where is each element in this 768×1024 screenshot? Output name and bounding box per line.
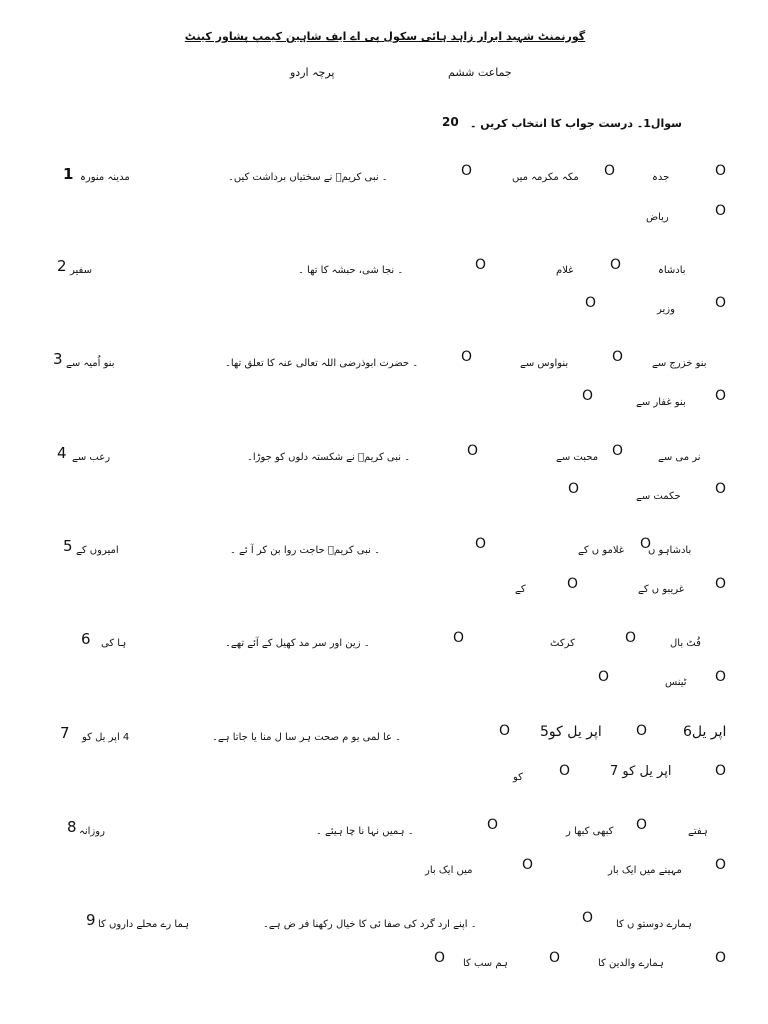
question-statement: ۔ زین اور سر مد کھیل کے آئے تھے۔	[225, 638, 370, 649]
option-text: کرکٹ	[550, 638, 575, 649]
question-statement: ۔ نجا شی، حبشہ کا تھا ۔	[298, 265, 404, 276]
option-text: ہا کی	[101, 638, 127, 649]
option-text: اپر یل6	[683, 724, 727, 740]
option-text: حکمت سے	[636, 491, 681, 502]
question-number: 6	[81, 630, 91, 648]
option-circle[interactable]: O	[715, 163, 727, 179]
question-marks: 20	[442, 115, 459, 129]
question-number: 2	[57, 257, 67, 275]
option-text: بادشاہ	[658, 265, 686, 276]
option-text: بنواوس سے	[520, 358, 569, 369]
question-title: سوال1۔ درست جواب کا انتخاب کریں ۔	[470, 117, 682, 130]
option-text: محبت سے	[556, 452, 599, 463]
option-circle[interactable]: O	[568, 481, 580, 497]
question-statement: ۔ نبی کریمؐ حاجت روا بن کر آ ئے ۔	[230, 545, 380, 556]
option-text: بنو اُمیہ سے	[66, 358, 115, 369]
question-number: 4	[57, 444, 67, 462]
option-circle[interactable]: O	[582, 910, 594, 926]
option-text: ہما رے محلے داروں کا	[98, 919, 190, 930]
class-label: جماعت ششم	[448, 66, 512, 79]
option-text: وزیر	[657, 304, 675, 315]
question-number: 7	[60, 724, 70, 742]
option-circle[interactable]: O	[475, 257, 487, 273]
option-text: ٹینس	[665, 677, 687, 688]
option-circle[interactable]: O	[715, 481, 727, 497]
option-text: نر می سے	[658, 452, 701, 463]
option-circle[interactable]: O	[715, 203, 727, 219]
option-text: 4 اپر یل کو	[82, 732, 130, 743]
option-circle[interactable]: O	[612, 349, 624, 365]
school-name: گورنمنٹ شہید ابرار زاہد ہائی سکول پی اے ایف شاہین کیمپ پشاور کینٹ	[184, 30, 586, 43]
option-circle[interactable]: O	[715, 388, 727, 404]
option-circle[interactable]: O	[625, 630, 637, 646]
option-circle[interactable]: O	[559, 763, 571, 779]
option-text: ہمارے دوستو ں کا	[616, 919, 692, 930]
question-statement: ۔ ہمیں نہا نا چا ہیئے ۔	[316, 826, 414, 837]
option-text: غلامو ں کے	[578, 545, 625, 556]
option-circle[interactable]: O	[636, 723, 648, 739]
paper-label: پرچہ اردو	[290, 66, 335, 79]
option-circle[interactable]: O	[461, 349, 473, 365]
question-statement: ۔ نبی کریمؐ نے شکستہ دلوں کو جوڑا۔	[247, 452, 411, 463]
option-text: کبھی کبھا ر	[566, 826, 614, 837]
option-circle[interactable]: O	[549, 950, 561, 966]
option-text: رعب سے	[72, 452, 111, 463]
option-circle[interactable]: O	[610, 257, 622, 273]
question-number: 5	[63, 537, 73, 555]
option-text: مدینہ منورہ	[80, 172, 130, 183]
option-circle[interactable]: O	[640, 536, 652, 552]
option-circle[interactable]: O	[434, 950, 446, 966]
option-circle[interactable]: O	[715, 763, 727, 779]
option-text: بنو غفار سے	[636, 397, 686, 408]
option-text: کے	[515, 584, 526, 595]
option-text: ہفتے	[688, 826, 708, 837]
option-circle[interactable]: O	[461, 163, 473, 179]
option-circle[interactable]: O	[715, 669, 727, 685]
option-circle[interactable]: O	[487, 817, 499, 833]
option-text: ہمارے والدین کا	[598, 958, 664, 969]
option-circle[interactable]: O	[598, 669, 610, 685]
option-text: امیروں کے	[76, 545, 119, 556]
option-circle[interactable]: O	[567, 576, 579, 592]
option-text: غلام	[556, 265, 574, 276]
option-text: بنو خزرج سے	[652, 358, 707, 369]
question-number: 1	[63, 165, 74, 183]
option-circle[interactable]: O	[715, 857, 727, 873]
question-number: 3	[53, 350, 63, 368]
option-text: جدہ	[652, 172, 670, 183]
option-text: اپر یل کو 7	[610, 764, 672, 779]
question-number: 9	[86, 911, 96, 929]
option-circle[interactable]: O	[715, 576, 727, 592]
option-text: ریاض	[646, 212, 669, 223]
option-circle[interactable]: O	[636, 817, 648, 833]
option-text: مکہ مکرمہ میں	[512, 172, 579, 183]
option-text: مہینے میں ایک بار	[608, 865, 682, 876]
question-statement: ۔ نبی کریمؐ نے سختیاں برداشت کیں۔	[228, 172, 388, 183]
option-circle[interactable]: O	[582, 388, 594, 404]
option-text: فُٹ بال	[670, 638, 701, 649]
question-statement: ۔ عا لمی یو م صحت ہر سا ل منا یا جاتا ہے۔	[212, 732, 402, 743]
option-circle[interactable]: O	[453, 630, 465, 646]
option-text: سفیر	[70, 265, 92, 276]
option-circle[interactable]: O	[585, 295, 597, 311]
option-text: غریبو ں کے	[638, 584, 685, 595]
option-circle[interactable]: O	[522, 857, 534, 873]
option-circle[interactable]: O	[715, 950, 727, 966]
option-circle[interactable]: O	[467, 443, 479, 459]
question-statement: ۔ اپنے ارد گرد کی صفا ئی کا خیال رکھنا فر ض ہے۔	[263, 919, 477, 930]
question-statement: ۔ حضرت ابوذرضی اللہ تعالی عنہ کا تعلق تھا۔	[225, 358, 419, 369]
option-text: کو	[513, 772, 523, 783]
option-text: ہم سب کا	[463, 958, 508, 969]
option-text: میں ایک بار	[425, 865, 473, 876]
option-circle[interactable]: O	[715, 295, 727, 311]
option-text: اپر یل کو5	[540, 724, 602, 740]
question-number: 8	[67, 818, 77, 836]
option-text: روزانہ	[79, 826, 105, 837]
option-text: بادشاہو ں	[648, 545, 692, 556]
option-circle[interactable]: O	[612, 443, 624, 459]
option-circle[interactable]: O	[499, 723, 511, 739]
option-circle[interactable]: O	[604, 163, 616, 179]
option-circle[interactable]: O	[475, 536, 487, 552]
